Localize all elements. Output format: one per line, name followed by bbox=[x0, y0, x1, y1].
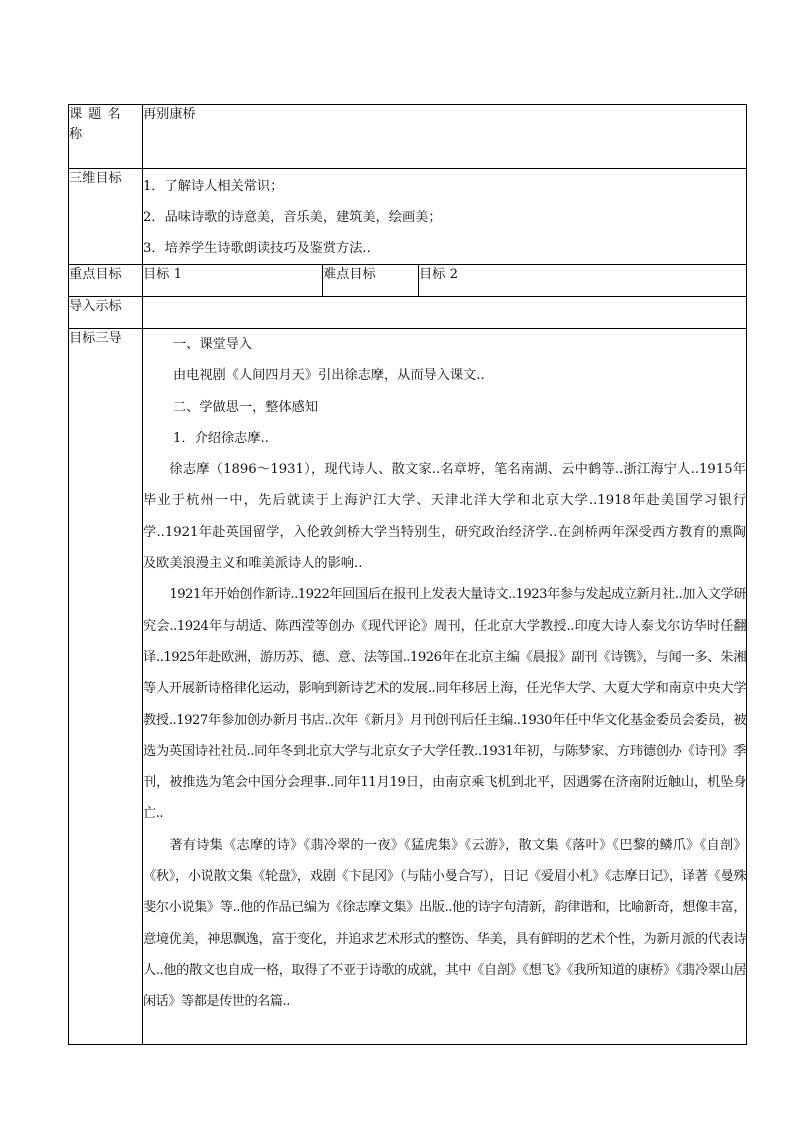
goal-item: 1．了解诗人相关常识； bbox=[143, 179, 284, 194]
row-goals bbox=[69, 169, 747, 265]
guide-content bbox=[143, 329, 747, 1045]
key-value: 目标 1 bbox=[143, 265, 323, 297]
step-text: 1．介绍徐志摩.. bbox=[173, 430, 269, 446]
step-text: 由电视剧《人间四月天》引出徐志摩，从而导入课文.. bbox=[173, 368, 485, 384]
key-label: 重点目标 bbox=[69, 265, 143, 297]
goal-item: 2．品味诗歌的诗意美，音乐美，建筑美，绘画美； bbox=[143, 210, 442, 225]
intro-label: 导入示标 bbox=[69, 297, 143, 329]
row-guide bbox=[69, 329, 747, 1045]
row-intro bbox=[69, 297, 747, 329]
difficult-value: 目标 2 bbox=[419, 265, 747, 297]
difficult-label: 难点目标 bbox=[323, 265, 419, 297]
goal-item: 3．培养学生诗歌朗读技巧及鉴赏方法.. bbox=[143, 241, 371, 256]
topic-value: 再别康桥 bbox=[143, 105, 747, 169]
bio-paragraph: 1921年开始创作新诗..1922年回国后在报刊上发表大量诗文..1923年参与发起成立新月社..加入文学研究会..1924年与胡适、陈西滢等创办《现代评论》周刊，任北京大学教授..印度大诗人泰戈尔访华时任翻译..1925年赴欧洲，游历苏、德、意、法等国..1926年在北京主编《晨报》副刊《诗镌》，与闻一多、朱湘等人开展新诗格律化运动，影响到新诗艺术的发展..同年移居上海，任光华大学、大夏大学和南京中央大学教授..1927年参加创办新月书店..次年《新月》月刊创刊后任主编..1930年任中华文化基金委员会委员，被选为英国诗社社员..同年冬到北京大学与北京女子大学任教..1931年初，与陈梦家、方玮德创办《诗刊》季刊，被推选为笔会中国分会理事..同年11月19日，由南京乘飞机到北平，因遇雾在济南附近触山，机坠身亡.. bbox=[143, 587, 747, 822]
goals-list bbox=[143, 169, 747, 265]
goals-label: 三维目标 bbox=[69, 169, 143, 265]
lesson-plan-table bbox=[68, 104, 747, 1045]
row-topic bbox=[69, 105, 747, 169]
section-heading: 一、课堂导入 bbox=[173, 337, 253, 352]
row-key bbox=[69, 265, 747, 297]
bio-paragraph: 徐志摩（1896～1931），现代诗人、散文家..名章垿，笔名南湖、云中鹤等..浙江海宁人..1915年毕业于杭州一中，先后就读于上海沪江大学、天津北洋大学和北京大学..1918年赴美国学习银行学..1921年赴英国留学，入伦敦剑桥大学当特别生，研究政治经济学..在剑桥两年深受西方教育的熏陶及欧美浪漫主义和唯美派诗人的影响.. bbox=[143, 462, 747, 572]
section-heading: 二、学做思一，整体感知 bbox=[173, 399, 319, 415]
intro-value bbox=[143, 297, 747, 329]
guide-label: 目标三导 bbox=[69, 329, 143, 1045]
works-paragraph: 著有诗集《志摩的诗》《翡冷翠的一夜》《猛虎集》《云游》，散文集《落叶》《巴黎的鳞爪》《自剖》《秋》，小说散文集《轮盘》，戏剧《卞昆冈》（与陆小曼合写），日记《爱眉小札》《志摩日记》，译著《曼殊斐尔小说集》等..他的作品已编为《徐志摩文集》出版..他的诗字句清新，韵律谐和，比喻新奇，想像丰富，意境优美，神思飘逸，富于变化，并追求艺术形式的整饬、华美，具有鲜明的艺术个性，为新月派的代表诗人..他的散文也自成一格，取得了不亚于诗歌的成就，其中《自剖》《想飞》《我所知道的康桥》《翡冷翠山居闲话》等都是传世的名篇.. bbox=[143, 837, 747, 1010]
topic-label: 课题名称 bbox=[69, 105, 143, 169]
